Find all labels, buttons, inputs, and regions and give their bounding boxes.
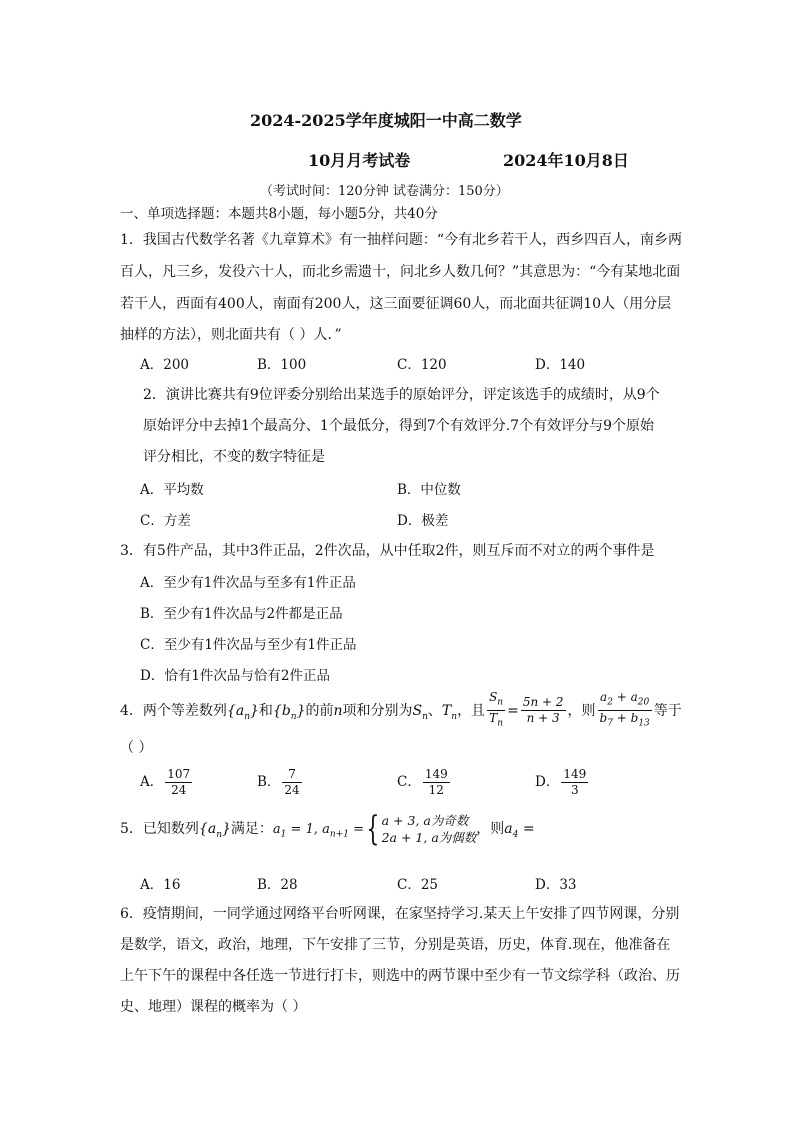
q5-brace: { xyxy=(366,809,380,849)
q4-ratio: $\frac{S_n}{T_n}$ xyxy=(489,690,504,729)
q5-satisfy: 满足： xyxy=(230,821,273,837)
q4-T: $T_n$ xyxy=(441,702,458,722)
q4-comma: ，且 xyxy=(457,702,486,719)
q4-n: n xyxy=(333,702,343,719)
q3-option-a[interactable]: A．至少有1件次品与至多有1件正品 xyxy=(140,575,356,591)
q6-line-4: 史、地理）课程的概率为（ ） xyxy=(120,999,307,1015)
q6-line-1: 6．疫情期间，一同学通过网络平台听网课，在家坚持学习.某天上午安排了四节网课，分别 xyxy=(120,906,680,922)
q2-line-1: 2．演讲比赛共有9位评委分别给出某选手的原始评分，评定该选手的成绩时，从9个 xyxy=(143,387,660,403)
q4-prefix: 4．两个等差数列 xyxy=(120,702,227,719)
q3-option-c[interactable]: C．至少有1件次品与至少有1件正品 xyxy=(140,637,357,653)
q4-line: 4．两个等差数列$\{a_n\}$和$\{b_n\}$的前n项和分别为$S_n$、$T_n$，且 $\frac{S_n}{T_n}$ = $\frac{5n + 2}{n + 3}$ ，则 $\frac{a_2 + a_{20}}{b_7 + b_{13}}$ 等于 xyxy=(120,690,682,732)
q5-ask: $a_4$ = xyxy=(504,821,535,840)
q5-cases: a + 3, a为奇数 2a + 1, a为偶数 xyxy=(381,813,477,845)
q4-mid2: 项和分别为 xyxy=(342,702,413,719)
q2-option-d[interactable]: D．极差 xyxy=(397,513,449,529)
q4-suffix: 等于 xyxy=(653,702,682,719)
q2-line-3: 评分相比，不变的数字特征是 xyxy=(143,449,325,465)
q3-option-b[interactable]: B．至少有1件次品与2件都是正品 xyxy=(140,606,343,622)
q5-option-a[interactable]: A．16 xyxy=(140,877,181,893)
q4-seq-a: $\{a_n\}$ xyxy=(226,702,259,722)
q1-line-4: 抽样的方法），则北面共有（ ）人．” xyxy=(120,327,342,343)
q5-seq: $\{a_n\}$ xyxy=(198,821,231,840)
exam-info: （考试时间：120分钟 试卷满分：150分） xyxy=(260,184,509,199)
q5-init: $a_1 = 1$, $a_{n+1}$ = xyxy=(272,822,364,840)
q2-option-c[interactable]: C．方差 xyxy=(140,513,191,529)
q2-option-b[interactable]: B．中位数 xyxy=(397,482,461,498)
q2-line-2: 原始评分中去掉1个最高分、1个最低分，得到7个有效评分.7个有效评分与9个原始 xyxy=(143,418,654,434)
q4-option-c[interactable]: C． $\frac{149}{12}$ xyxy=(397,767,448,797)
section-heading: 一、单项选择题：本题共8小题，每小题5分，共40分 xyxy=(120,206,438,222)
q1-option-c[interactable]: C．120 xyxy=(397,357,447,373)
q4-then: ，则 xyxy=(567,702,596,719)
q6-line-3: 上午下午的课程中各任选一节进行打卡，则选中的两节课中至少有一节文综学科（政治、历 xyxy=(120,968,680,984)
q1-option-b[interactable]: B．100 xyxy=(257,357,307,373)
q4-sep: 、 xyxy=(427,702,442,719)
q5-option-b[interactable]: B．28 xyxy=(257,877,298,893)
q5-option-d[interactable]: D．33 xyxy=(535,877,577,893)
q6-line-2: 是数学，语文，政治，地理，下午安排了三节，分别是英语，历史，体育.现在，他准备在 xyxy=(120,937,671,953)
q4-ratio-value: $\frac{5n + 2}{n + 3}$ xyxy=(522,695,564,726)
q4-expression: $\frac{a_2 + a_{20}}{b_7 + b_{13}}$ xyxy=(599,690,650,729)
q4-and: 和 xyxy=(258,702,273,719)
q1-line-1: 1．我国古代数学名著《九章算术》有一抽样问题：“今有北乡若干人，西乡四百人，南乡两 xyxy=(120,232,683,248)
q2-option-a[interactable]: A．平均数 xyxy=(140,482,204,498)
exam-title: 2024-2025学年度城阳一中高二数学 xyxy=(250,111,522,130)
q1-line-3: 若干人，西面有400人，南面有200人，这三面要征调60人，而北面共征调10人（用分层 xyxy=(120,296,672,312)
q1-line-2: 百人，凡三乡，发役六十人，而北乡需遗十，问北乡人数几何？”其意思为：“今有某地北面 xyxy=(120,264,681,280)
q4-option-a[interactable]: A． $\frac{107}{24}$ xyxy=(140,767,191,797)
q4-paren: （ ） xyxy=(120,740,153,756)
exam-subtitle-left: 10月月考试卷 xyxy=(308,151,411,170)
q5-line xyxy=(120,809,535,849)
q3-option-d[interactable]: D．恰有1件次品与恰有2件正品 xyxy=(140,668,331,684)
q3-line: 3．有5件产品，其中3件正品，2件次品，从中任取2件，则互斥而不对立的两个事件是 xyxy=(120,543,655,559)
q1-option-a[interactable]: A．200 xyxy=(140,357,190,373)
exam-date: 2024年10月8日 xyxy=(503,151,629,170)
q4-option-b[interactable]: B． $\frac{7}{24}$ xyxy=(257,767,300,797)
q4-mid: 的前 xyxy=(305,702,334,719)
q5-option-c[interactable]: C．25 xyxy=(397,877,439,893)
q5-prefix: 5．已知数列 xyxy=(120,821,199,837)
q1-option-d[interactable]: D．140 xyxy=(535,357,586,373)
q4-seq-b: $\{b_n\}$ xyxy=(272,702,306,722)
q4-option-d[interactable]: D． $\frac{149}{3}$ xyxy=(535,767,587,797)
q5-then: ，则 xyxy=(476,821,505,837)
q4-S: $S_n$ xyxy=(412,702,428,722)
